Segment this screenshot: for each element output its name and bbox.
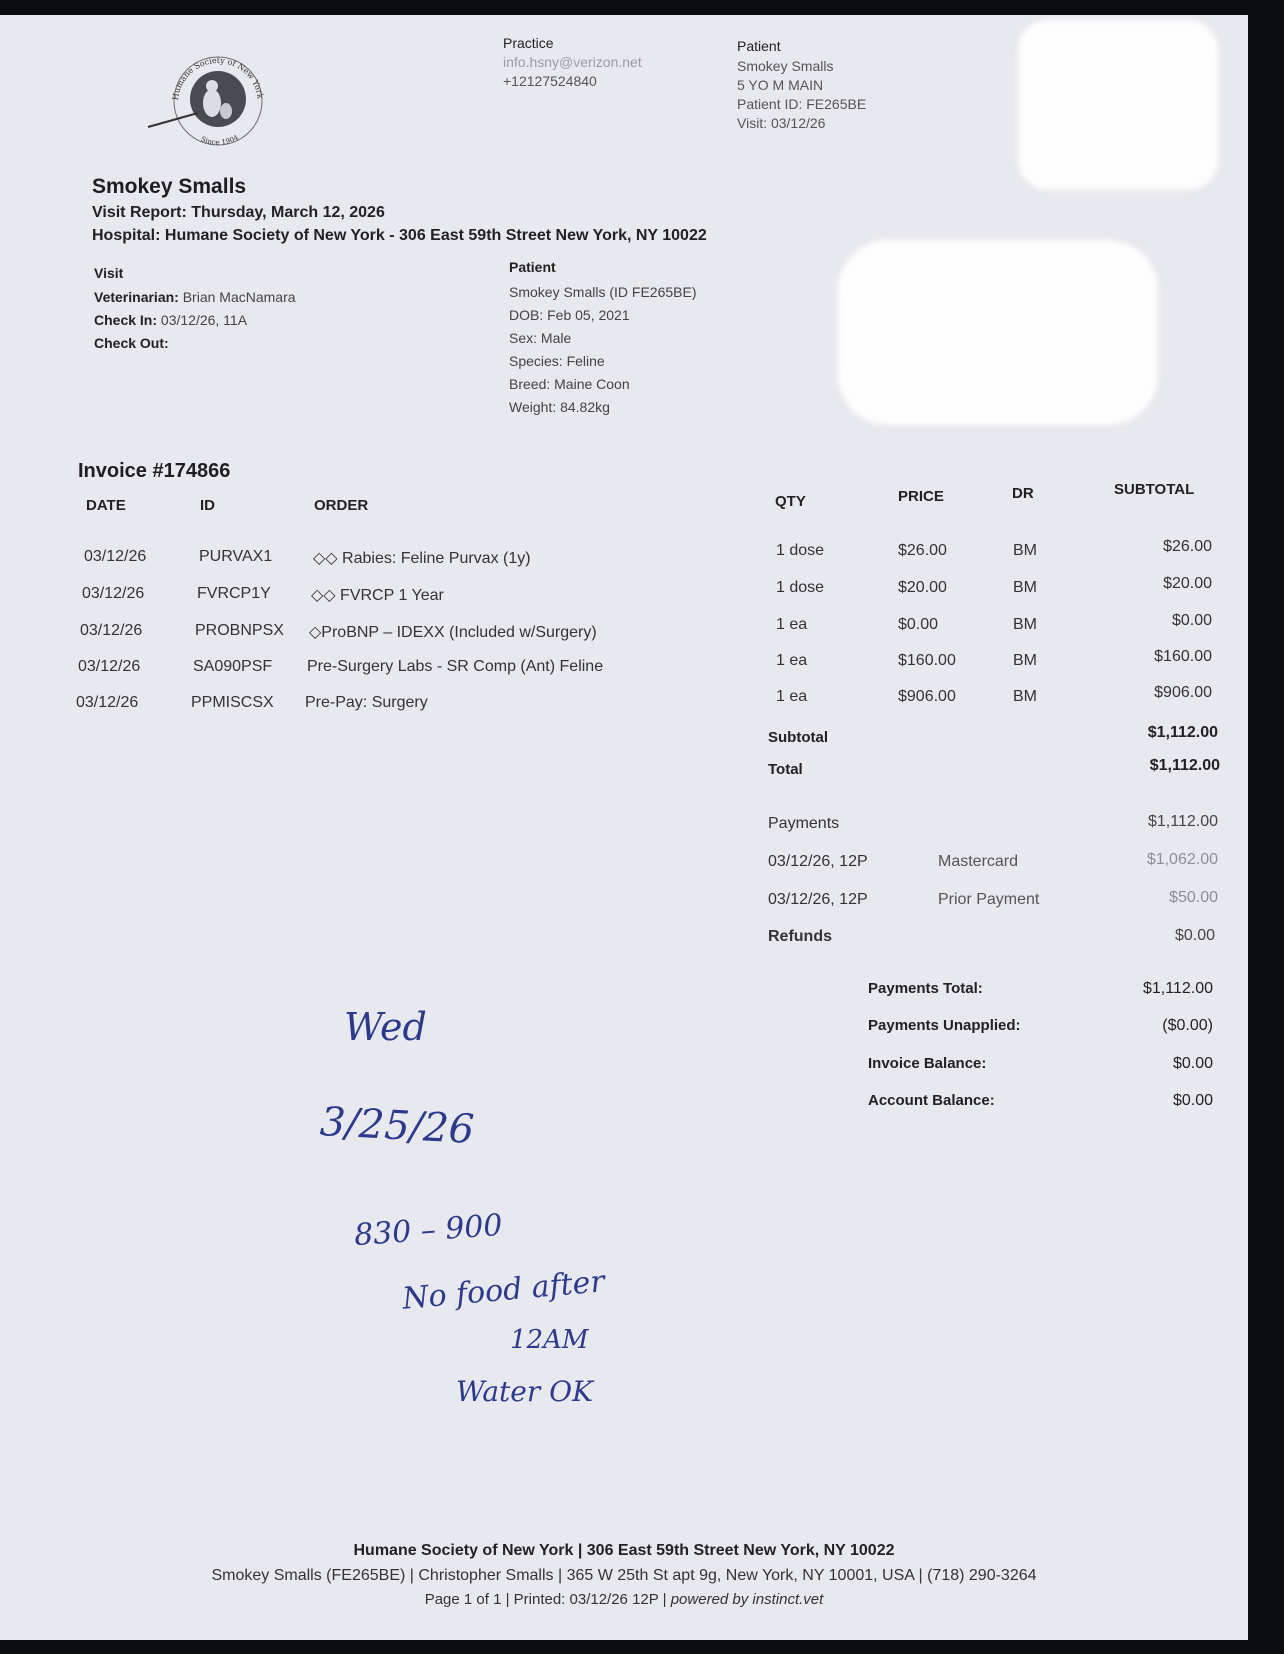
- handwritten-note-food: No food after: [400, 1264, 607, 1317]
- patient-header-name: Smokey Smalls: [737, 58, 834, 74]
- total-value: $1,112.00: [1149, 757, 1220, 774]
- payment-amount: $50.00: [1169, 889, 1218, 906]
- patient-header-visit: Visit: 03/12/26: [737, 115, 826, 131]
- payments-total-label: Payments Total:: [868, 980, 983, 997]
- handwritten-note-time: 12AM: [510, 1325, 589, 1355]
- payments-total-value: $1,112.00: [1143, 980, 1213, 997]
- cell-date: 03/12/26: [76, 694, 139, 711]
- patient-info-weight: Weight: 84.82kg: [509, 399, 610, 415]
- cell-qty: 1 ea: [776, 616, 808, 633]
- cell-order: ◇◇ FVRCP 1 Year: [311, 587, 444, 604]
- svg-text:Humane Society of New York: Humane Society of New York: [171, 55, 265, 101]
- cell-price: $26.00: [898, 542, 947, 559]
- account-balance-value: $0.00: [1172, 1092, 1213, 1109]
- cell-date: 03/12/26: [82, 585, 145, 602]
- svg-text:Since 1904: Since 1904: [199, 133, 240, 147]
- handwritten-note-water: Water OK: [456, 1375, 594, 1408]
- col-subtotal: SUBTOTAL: [1114, 481, 1195, 498]
- cell-date: 03/12/26: [80, 622, 143, 639]
- cell-price: $906.00: [898, 688, 956, 705]
- cell-id: PPMISCSX: [191, 694, 274, 711]
- cell-dr: BM: [1013, 652, 1037, 669]
- cell-qty: 1 ea: [776, 652, 808, 669]
- veterinarian-line: Veterinarian: Brian MacNamara: [94, 289, 296, 305]
- total-label: Total: [768, 761, 803, 778]
- cell-subtotal: $160.00: [1154, 648, 1212, 665]
- cell-order: ◇ProBNP – IDEXX (Included w/Surgery): [309, 624, 597, 641]
- patient-header-label: Patient: [737, 38, 781, 54]
- col-date: DATE: [86, 497, 126, 514]
- cell-date: 03/12/26: [84, 548, 147, 565]
- refunds-value: $0.00: [1174, 927, 1215, 944]
- cell-subtotal: $26.00: [1163, 538, 1212, 555]
- practice-phone: +12127524840: [503, 73, 597, 89]
- check-out-line: Check Out:: [94, 335, 169, 351]
- payment-date: 03/12/26, 12P: [768, 891, 868, 908]
- footer-hospital: Humane Society of New York | 306 East 59th Street New York, NY 10022: [353, 1542, 895, 1559]
- humane-society-logo: [146, 53, 286, 153]
- hospital-line: Hospital: Humane Society of New York - 306 East 59th Street New York, NY 10022: [92, 227, 707, 244]
- cell-id: PROBNPSX: [195, 622, 284, 639]
- patient-info-name: Smokey Smalls (ID FE265BE): [509, 284, 697, 300]
- cell-subtotal: $20.00: [1163, 575, 1212, 592]
- cell-subtotal: $906.00: [1154, 684, 1212, 701]
- invoice-title: Invoice #174866: [78, 460, 231, 482]
- report-patient-name: Smokey Smalls: [92, 175, 247, 198]
- payment-date: 03/12/26, 12P: [768, 853, 868, 870]
- cell-qty: 1 ea: [776, 688, 808, 705]
- cell-id: PURVAX1: [199, 548, 273, 565]
- cell-dr: BM: [1013, 542, 1037, 559]
- col-order: ORDER: [314, 497, 369, 514]
- patient-info-dob: DOB: Feb 05, 2021: [509, 307, 630, 323]
- cell-dr: BM: [1013, 579, 1037, 596]
- practice-label: Practice: [503, 35, 554, 51]
- invoice-balance-label: Invoice Balance:: [868, 1055, 987, 1072]
- footer-page: Page 1 of 1 | Printed: 03/12/26 12P | powered by instinct.vet: [424, 1591, 824, 1608]
- handwritten-time: 830 – 900: [352, 1207, 504, 1254]
- invoice-paper: [0, 15, 1248, 1640]
- subtotal-value: $1,112.00: [1147, 724, 1218, 741]
- cell-subtotal: $0.00: [1171, 612, 1212, 629]
- patient-info-heading: Patient: [509, 259, 556, 275]
- cell-order: Pre-Pay: Surgery: [305, 694, 428, 711]
- col-price: PRICE: [898, 488, 944, 505]
- cell-dr: BM: [1013, 616, 1037, 633]
- cell-qty: 1 dose: [776, 579, 825, 596]
- payment-amount: $1,062.00: [1146, 851, 1218, 868]
- cell-id: SA090PSF: [193, 658, 273, 675]
- patient-info-breed: Breed: Maine Coon: [509, 376, 630, 392]
- subtotal-label: Subtotal: [768, 729, 828, 746]
- cell-order: Pre-Surgery Labs - SR Comp (Ant) Feline: [307, 658, 604, 675]
- patient-header-id: Patient ID: FE265BE: [737, 96, 867, 112]
- cell-qty: 1 dose: [776, 542, 825, 559]
- invoice-balance-value: $0.00: [1172, 1055, 1213, 1072]
- cell-date: 03/12/26: [78, 658, 141, 675]
- cell-order: ◇◇ Rabies: Feline Purvax (1y): [313, 550, 531, 567]
- col-qty: QTY: [775, 493, 806, 510]
- cell-price: $0.00: [898, 616, 939, 633]
- cell-price: $20.00: [898, 579, 947, 596]
- cell-price: $160.00: [898, 652, 956, 669]
- cell-dr: BM: [1013, 688, 1037, 705]
- payment-method: Mastercard: [938, 853, 1019, 870]
- visit-heading: Visit: [94, 265, 124, 281]
- check-in-line: Check In: 03/12/26, 11A: [94, 312, 248, 328]
- patient-info-species: Species: Feline: [509, 353, 605, 369]
- payment-method: Prior Payment: [938, 891, 1040, 908]
- redaction-account: [1018, 20, 1218, 190]
- practice-email: info.hsny@verizon.net: [503, 54, 642, 70]
- patient-header-summary: 5 YO M MAIN: [737, 77, 824, 93]
- payments-unapplied-value: ($0.00): [1162, 1017, 1213, 1034]
- redaction-client: [838, 240, 1158, 425]
- account-balance-label: Account Balance:: [868, 1092, 995, 1109]
- cell-id: FVRCP1Y: [197, 585, 271, 602]
- handwritten-day: Wed: [344, 1005, 427, 1049]
- handwritten-date: 3/25/26: [318, 1098, 476, 1154]
- payments-unapplied-label: Payments Unapplied:: [868, 1017, 1021, 1034]
- col-dr: DR: [1012, 485, 1034, 502]
- payments-amount: $1,112.00: [1148, 813, 1218, 830]
- payments-label: Payments: [768, 815, 840, 832]
- refunds-label: Refunds: [768, 928, 832, 945]
- col-id: ID: [200, 497, 215, 514]
- patient-info-sex: Sex: Male: [509, 330, 572, 346]
- footer-client: Smokey Smalls (FE265BE) | Christopher Smalls | 365 W 25th St apt 9g, New York, NY 10001, USA | (718) 290-3264: [211, 1567, 1037, 1584]
- visit-report-date: Visit Report: Thursday, March 12, 2026: [92, 204, 385, 221]
